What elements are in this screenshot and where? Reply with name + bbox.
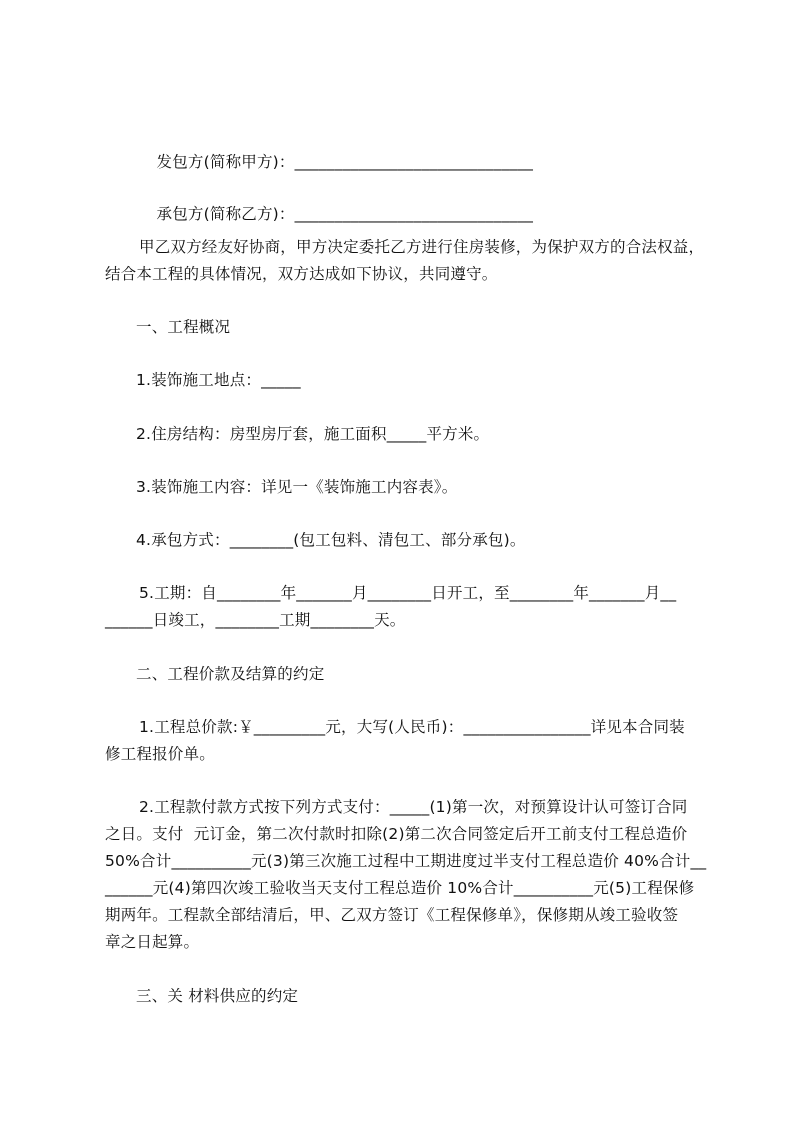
section-1-item-4: 4.承包方式：________(包工包料、清包工、部分承包)。 <box>136 531 526 549</box>
section-3-title: 三、关 材料供应的约定 <box>136 987 299 1005</box>
section-2-item-2-line-2: 之日。支付 元订金，第二次付款时扣除(2)第二次合同签定后开工前支付工程总造价 <box>105 825 688 843</box>
section-2-item-2-line-1: 2.工程款付款方式按下列方式支付：_____(1)第一次，对预算设计认可签订合同 <box>139 798 688 816</box>
party-a-blank: ______________________________ <box>294 153 534 171</box>
section-1-item-1: 1.装饰施工地点：_____ <box>136 371 301 389</box>
section-2-item-1-line-2: 修工程报价单。 <box>105 745 215 763</box>
party-b-label: 承包方(简称乙方)： <box>156 205 295 223</box>
section-2-item-2-line-5: 期两年。工程款全部结清后，甲、乙双方签订《工程保修单》，保修期从竣工验收签 <box>105 906 679 924</box>
intro-line-2: 结合本工程的具体情况，双方达成如下协议，共同遵守。 <box>105 265 498 283</box>
section-1-title: 一、工程概况 <box>136 318 231 336</box>
section-1-item-3: 3.装饰施工内容：详见一《装饰施工内容表》。 <box>136 478 458 496</box>
section-2-item-2-line-6: 章之日起算。 <box>105 933 200 951</box>
section-2-item-2-line-4: ______元(4)第四次竣工验收当天支付工程总造价 10%合计__________元(5)工程保修 <box>105 879 695 897</box>
intro-line-1: 甲乙双方经友好协商，甲方决定委托乙方进行住房装修，为保护双方的合法权益， <box>139 238 705 256</box>
section-1-item-2: 2.住房结构：房型房厅套，施工面积_____平方米。 <box>136 425 490 443</box>
section-2-item-2-line-3: 50%合计__________元(3)第三次施工过程中工期进度过半支付工程总造价 40%合计__ <box>105 852 707 870</box>
section-1-item-5-line-1: 5.工期：自________年_______月________日开工，至________年_______月__ <box>139 584 677 602</box>
party-b-blank: ______________________________ <box>294 205 534 223</box>
section-1-item-5-line-2: ______日竣工，________工期________天。 <box>105 611 406 629</box>
party-b-line <box>136 184 533 244</box>
section-2-item-1-line-1: 1.工程总价款:￥_________元，大写(人民币)：________________详见本合同装 <box>139 718 685 736</box>
party-a-line <box>136 132 533 192</box>
party-a-label: 发包方(简称甲方)： <box>156 153 295 171</box>
section-2-title: 二、工程价款及结算的约定 <box>136 665 325 683</box>
